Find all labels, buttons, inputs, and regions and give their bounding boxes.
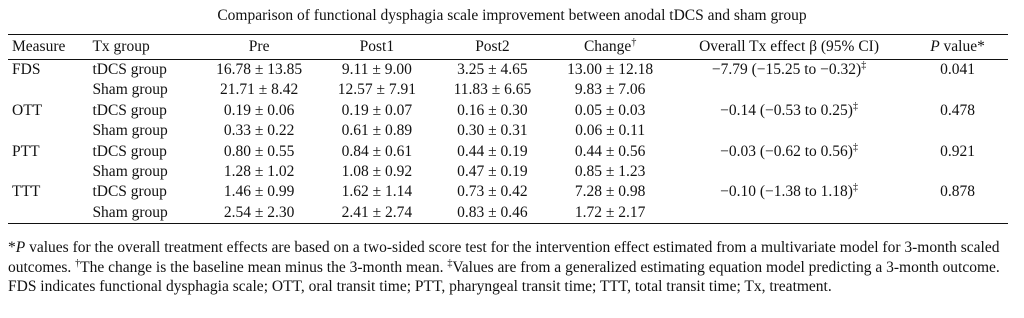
- pre-cell: 0.33 ± 0.22: [223, 122, 295, 140]
- post1-cell: 9.11 ± 9.00: [341, 61, 412, 78]
- p-value-cell: [907, 203, 1008, 224]
- change-cell: 0.85 ± 1.23: [574, 163, 646, 181]
- post1-cell: 1.08 ± 0.92: [341, 163, 413, 181]
- dagger-mark: †: [631, 37, 637, 48]
- post2-cell: 0.83 ± 0.46: [457, 203, 528, 221]
- pre-cell: 0.80 ± 0.55: [223, 142, 295, 160]
- pre-cell: 1.46 ± 0.99: [223, 183, 295, 201]
- post1-cell: 0.84 ± 0.61: [341, 142, 413, 160]
- table-row: [8, 203, 1008, 224]
- post2-cell: 0.44 ± 0.19: [457, 142, 528, 160]
- footnote-part3: Values are from a generalized estimating equation model predicting a 3-month outcome. FDS indicates functional dysphagia scale; OTT, oral transit time; PTT, pharyngeal transit time; TTT, total transit time; Tx, treatment.: [8, 258, 1000, 295]
- header-tx-group: Tx group: [92, 38, 150, 55]
- table-row: [8, 142, 1008, 162]
- footnote-part1: values for the overall treatment effects are based on a two-sided score test for the intervention effect estimated from a multivariate model for 3-month scaled outcomes.: [8, 239, 1000, 276]
- effect-cell: [671, 203, 907, 224]
- change-cell: 13.00 ± 12.18: [567, 61, 654, 78]
- header-p-value: [907, 35, 1008, 60]
- table-caption: Comparison of functional dysphagia scale improvement between anodal tDCS and sham group: [217, 7, 807, 24]
- measure-cell: [8, 80, 88, 100]
- group-cell: Sham group: [92, 163, 168, 181]
- header-pre: Pre: [248, 38, 270, 55]
- p-value-cell: 0.478: [940, 101, 975, 119]
- footnote-star: *: [8, 239, 16, 256]
- post2-cell: 0.47 ± 0.19: [457, 163, 528, 181]
- table-row: [8, 80, 1008, 100]
- header-post1: Post1: [359, 38, 395, 55]
- measure-cell: PTT: [12, 142, 40, 160]
- footnote-dagger: †: [75, 257, 81, 269]
- group-cell: tDCS group: [92, 142, 167, 160]
- effect-cell: [671, 60, 907, 81]
- table-footnote: [8, 238, 1008, 297]
- header-change-label: Change: [583, 38, 632, 55]
- measure-cell: [8, 162, 88, 182]
- post2-cell: 3.25 ± 4.65: [457, 61, 528, 78]
- post2-cell: 0.16 ± 0.30: [457, 101, 528, 119]
- group-cell: tDCS group: [92, 183, 167, 201]
- post2-cell: 0.30 ± 0.31: [457, 122, 528, 140]
- table-row: [8, 60, 1008, 81]
- p-italic: P: [930, 38, 940, 55]
- results-table: [8, 34, 1008, 224]
- footnote-ddagger: ‡: [447, 257, 453, 269]
- p-value-cell: [907, 80, 1008, 100]
- post1-cell: 0.19 ± 0.07: [341, 101, 413, 119]
- measure-cell: [8, 121, 88, 141]
- post2-cell: 11.83 ± 6.65: [453, 81, 532, 99]
- table-row: [8, 162, 1008, 182]
- pre-cell: 1.28 ± 1.02: [223, 163, 295, 181]
- header-row: [8, 35, 1008, 60]
- p-value-cell: 0.878: [940, 183, 975, 201]
- measure-cell: OTT: [12, 101, 43, 119]
- p-value-cell: [907, 121, 1008, 141]
- change-cell: 0.05 ± 0.03: [574, 101, 646, 119]
- table-row: [8, 182, 1008, 202]
- double-dagger-mark: ‡: [852, 141, 858, 153]
- pre-cell: 21.71 ± 8.42: [219, 81, 299, 99]
- footnote-part2: The change is the baseline mean minus the 3-month mean.: [80, 258, 448, 276]
- group-cell: Sham group: [92, 81, 168, 99]
- effect-value: −0.10 (−1.38 to 1.18): [720, 183, 853, 201]
- header-measure: Measure: [12, 38, 66, 55]
- header-change: [549, 35, 671, 60]
- footnote-p: P: [15, 239, 26, 256]
- pre-cell: 16.78 ± 13.85: [216, 61, 303, 78]
- effect-cell: [671, 101, 907, 121]
- post1-cell: 2.41 ± 2.74: [341, 203, 413, 221]
- p-value-cell: 0.041: [940, 61, 975, 78]
- header-overall-effect: Overall Tx effect β (95% CI): [699, 38, 879, 55]
- post1-cell: 1.62 ± 1.14: [341, 183, 413, 201]
- measure-cell: FDS: [12, 61, 41, 78]
- effect-cell: [671, 80, 907, 100]
- change-cell: 9.83 ± 7.06: [574, 81, 646, 99]
- header-post2: Post2: [475, 38, 510, 55]
- effect-value: −7.79 (−15.25 to −0.32): [711, 61, 862, 78]
- effect-value: −0.03 (−0.62 to 0.56): [720, 142, 853, 160]
- change-cell: 0.06 ± 0.11: [575, 122, 646, 140]
- group-cell: Sham group: [92, 203, 168, 221]
- footnote-text: [8, 238, 1008, 297]
- double-dagger-mark: ‡: [861, 60, 867, 71]
- post2-cell: 0.73 ± 0.42: [457, 183, 528, 201]
- post1-cell: 12.57 ± 7.91: [337, 81, 416, 99]
- pre-cell: 0.19 ± 0.06: [223, 101, 295, 119]
- table-row: [8, 101, 1008, 121]
- group-cell: tDCS group: [92, 61, 167, 78]
- effect-cell: [671, 121, 907, 141]
- effect-cell: [671, 182, 907, 202]
- table-row: [8, 121, 1008, 141]
- effect-cell: [671, 162, 907, 182]
- group-cell: Sham group: [92, 122, 168, 140]
- p-value-cell: 0.921: [940, 142, 975, 160]
- table-body: [8, 60, 1008, 224]
- measure-cell: TTT: [12, 183, 41, 201]
- p-value-label: value*: [939, 38, 985, 55]
- double-dagger-mark: ‡: [852, 182, 858, 194]
- table-header: [8, 35, 1008, 60]
- effect-value: −0.14 (−0.53 to 0.25): [720, 101, 853, 119]
- p-value-cell: [907, 162, 1008, 182]
- group-cell: tDCS group: [92, 101, 167, 119]
- pre-cell: 2.54 ± 2.30: [223, 203, 295, 221]
- effect-cell: [671, 142, 907, 162]
- change-cell: 0.44 ± 0.56: [574, 142, 646, 160]
- change-cell: 7.28 ± 0.98: [574, 183, 646, 201]
- change-cell: 1.72 ± 2.17: [574, 203, 646, 221]
- measure-cell: [8, 203, 88, 224]
- double-dagger-mark: ‡: [852, 100, 858, 112]
- post1-cell: 0.61 ± 0.89: [341, 122, 413, 140]
